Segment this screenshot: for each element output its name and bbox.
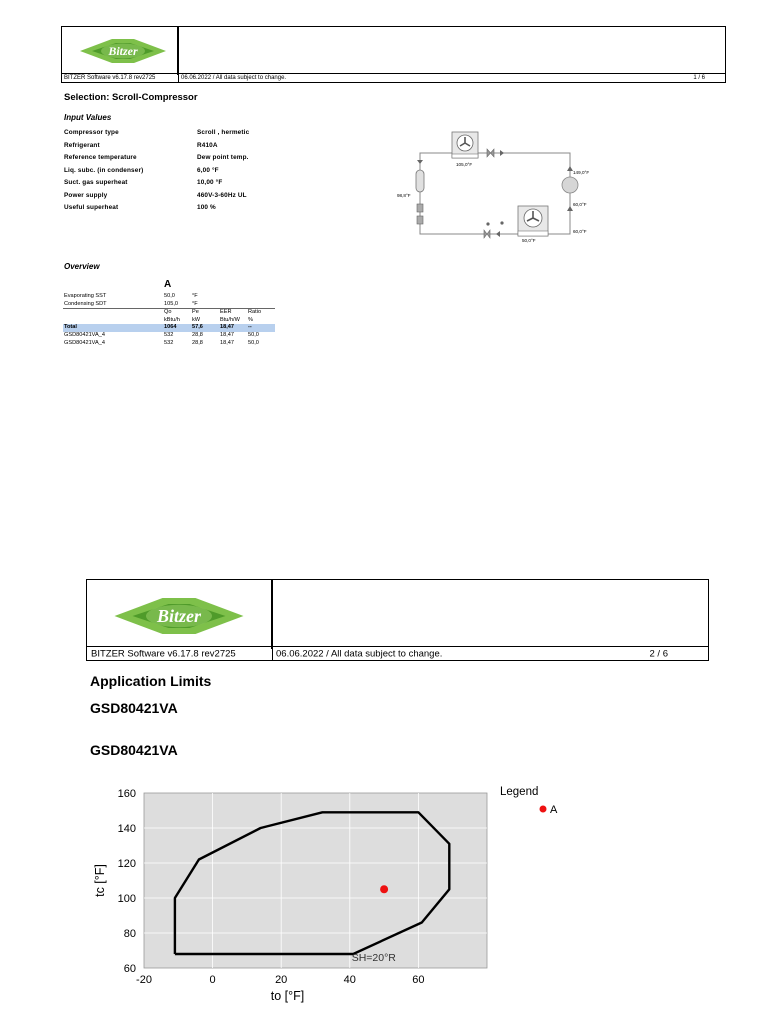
y-tick-label: 80 [123,928,136,940]
table-units-row: kBtu/h kW Btu/h/W % [164,316,253,323]
legend-title: Legend [500,786,539,798]
application-limits-title: Application Limits [90,673,212,689]
page2-header [86,579,709,661]
model-name-chart: GSD80421VA [90,742,178,758]
compressor-icon [562,177,578,193]
page1-header-footer [62,73,725,82]
page2-header-footer [87,646,708,660]
selection-title: Selection: Scroll-Compressor [64,92,198,103]
page-number: 2 / 6 [649,648,668,659]
input-label: Compressor type [64,129,119,136]
legend-entry: A [550,804,558,816]
receiver-icon [416,170,424,192]
x-tick-label: -20 [136,974,152,986]
y-tick-label: 160 [117,788,136,800]
bitzer-logo [109,592,249,640]
application-limits-chart [80,780,580,1016]
refrigeration-cycle-diagram [392,124,602,256]
suction-temp-label-2: 60,0°F [573,229,587,234]
y-tick-label: 60 [123,963,136,975]
input-value: Dew point temp. [197,154,249,161]
input-label: Reference temperature [64,154,137,161]
page2-header-divider [272,580,273,660]
evaporator-temp-label: 50,0°F [522,238,536,243]
y-axis-label: tc [°F] [93,864,107,897]
software-version: BITZER Software v6.17.8 rev2725 [91,648,236,659]
page1-header [61,26,726,83]
input-value: 100 % [197,204,216,211]
x-tick-label: 20 [275,974,288,986]
software-version: BITZER Software v6.17.8 rev2725 [64,75,156,81]
overview-column-label: A [164,279,172,290]
table-row: Condensing SDT 105,0 °F [63,301,275,309]
input-label: Useful superheat [64,204,119,211]
filter-icon [417,204,423,212]
table-row: GSD80421VA_4 532 28,8 18,47 50,0 [64,339,259,346]
y-tick-label: 100 [117,893,136,905]
liquid-temp-label: 98,8°F [397,193,411,198]
model-name: GSD80421VA [90,700,178,716]
x-tick-label: 60 [412,974,425,986]
date-note: 06.06.2022 / All data subject to change. [276,648,443,659]
table-row-total: Total 1064 57,6 18,47 -- [63,324,275,332]
expansion-valve-icon [487,149,494,157]
x-axis-label: to [°F] [270,989,305,1003]
bitzer-logo [78,35,168,67]
plot-area [144,793,487,968]
page1-logo-cell [62,27,178,75]
date-note: 06.06.2022 / All data subject to change. [181,75,287,81]
overview-title: Overview [64,262,100,271]
y-tick-label: 140 [117,823,136,835]
discharge-temp-label: 149,0°F [573,170,590,175]
input-label: Power supply [64,191,108,199]
svg-text:Bitzer: Bitzer [108,44,138,58]
legend-marker [540,806,547,813]
input-value: 460V-3-60Hz UL [197,191,247,199]
input-value: R410A [197,141,218,149]
input-label: Suct. gas superheat [64,179,128,186]
operating-point-A [380,885,388,893]
page-number: 1 / 6 [693,75,705,81]
input-label: Liq. subc. (in condenser) [64,166,144,174]
input-value: 10,00 °F [197,179,223,186]
condenser-temp-label: 105,0°F [456,162,473,167]
table-row: Evaporating SST 50,0 °F [64,293,198,299]
x-tick-label: 0 [209,974,216,986]
envelope-label: SH=20°R [351,952,396,964]
page2-logo-cell [87,580,272,649]
input-values-title: Input Values [64,113,112,122]
table-header-row: Qo Pe EER Ratio [164,309,262,316]
svg-text:Bitzer: Bitzer [156,606,202,626]
y-tick-label: 120 [117,858,136,870]
page1-header-divider [178,27,179,82]
overview-table [63,293,275,347]
suction-temp-label: 60,0°F [573,202,587,207]
table-row: GSD80421VA_4 532 28,8 18,47 50,0 [64,331,259,338]
x-tick-label: 40 [343,974,356,986]
input-value: Scroll , hermetic [197,129,250,136]
input-label: Refrigerant [64,141,100,149]
input-value: 6,00 °F [197,166,219,174]
